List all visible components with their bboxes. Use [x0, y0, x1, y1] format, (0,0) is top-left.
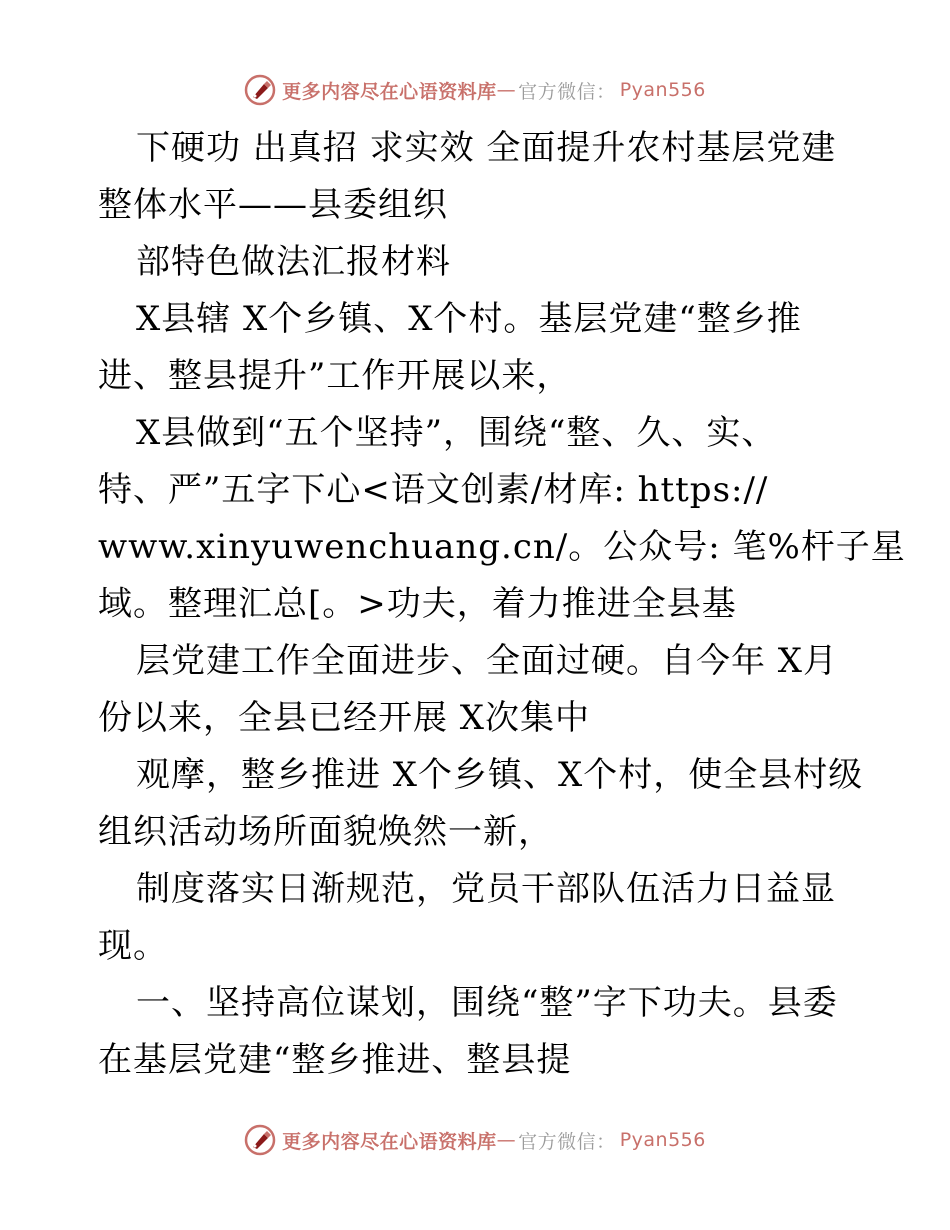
text-line: 部特色做法汇报材料 — [136, 242, 451, 282]
watermark-label: 官方微信： — [518, 1130, 616, 1153]
watermark-separator: — — [496, 1129, 517, 1151]
pen-nib-logo-icon — [244, 1124, 276, 1156]
text-line: www.xinyuwenchuang.cn/。公众号: 笔%杆子星 — [98, 527, 906, 567]
text-line: 下硬功 出真招 求实效 全面提升农村基层党建 — [136, 128, 837, 168]
text-line: 观摩，整乡推进 X个乡镇、X个村，使全县村级 — [136, 755, 864, 795]
footer-watermark — [0, 1120, 950, 1160]
text-line: 份以来，全县已经开展 X次集中 — [98, 698, 591, 738]
text-line: 域。整理汇总[。>功夫，着力推进全县基 — [98, 584, 737, 624]
document-body — [98, 120, 906, 1089]
watermark-separator: — — [496, 79, 517, 101]
watermark-main-text: 更多内容尽在心语资料库 — [282, 1130, 497, 1153]
text-line: 制度落实日渐规范，党员干部队伍活力日益显 — [136, 869, 836, 909]
text-line: 特、严”五字下心<语文创素/材库: https:// — [98, 470, 769, 510]
text-line: X县辖 X个乡镇、X个村。基层党建“整乡推 — [136, 299, 802, 339]
watermark-id: Pyan556 — [619, 79, 706, 101]
pen-nib-logo-icon — [244, 74, 276, 106]
text-line: 整体水平——县委组织 — [98, 185, 448, 225]
header-watermark — [0, 70, 950, 110]
text-line: 在基层党建“整乡推进、整县提 — [98, 1040, 572, 1080]
watermark-label: 官方微信： — [518, 80, 616, 103]
text-line: 组织活动场所面貌焕然一新， — [98, 812, 553, 852]
text-line: 进、整县提升”工作开展以来， — [98, 356, 572, 396]
text-line: 一、坚持高位谋划，围绕“整”字下功夫。县委 — [136, 983, 838, 1023]
text-line: X县做到“五个坚持”，围绕“整、久、实、 — [136, 413, 777, 453]
watermark-main-text: 更多内容尽在心语资料库 — [282, 80, 497, 103]
watermark-id: Pyan556 — [619, 1129, 706, 1151]
text-line: 现。 — [98, 926, 168, 966]
text-line: 层党建工作全面进步、全面过硬。自今年 X月 — [136, 641, 839, 681]
